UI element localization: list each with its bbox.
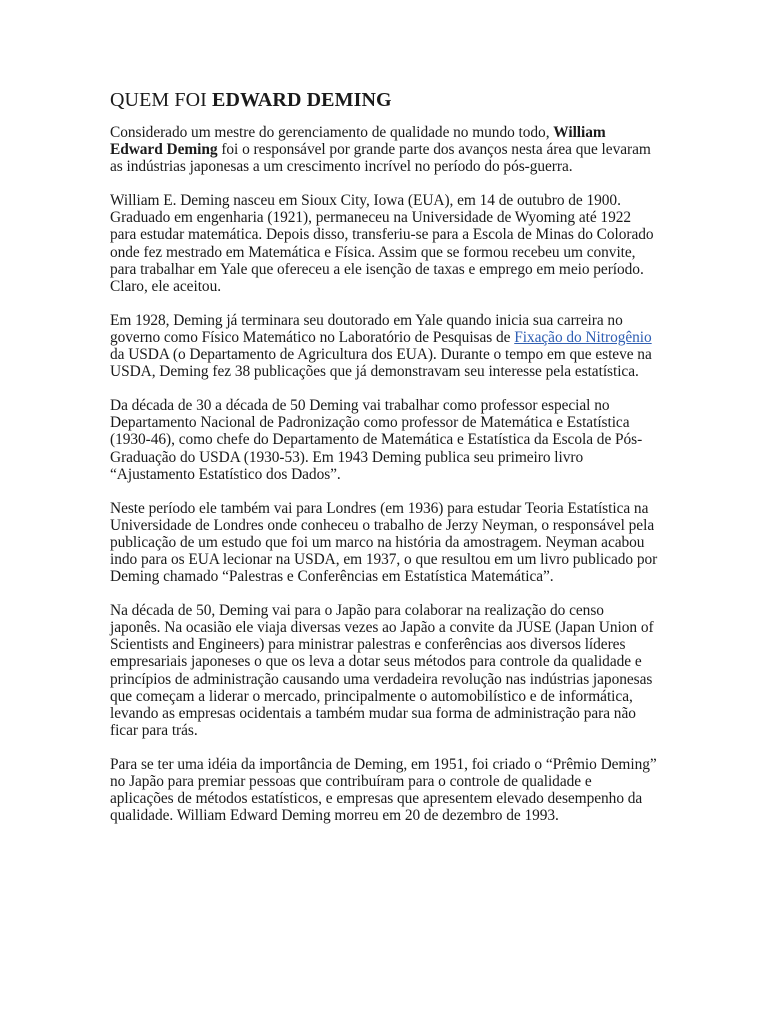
document-page [110,88,658,841]
paragraph-intro [110,124,658,175]
paragraph-japan: Na década de 50, Deming vai para o Japão para colaborar na realização do censo japonês. Na ocasião ele viaja diversas vezes ao Japão a convite da JUSE (Japan Union of Scientists and Engineers) para ministrar palestras e conferências aos diversos líderes empresariais japoneses o que os leva a dotar seus métodos para controle da qualidade e princípios de administração causando uma verdadeira revolução nas indústrias japonesas que começam a liderar o mercado, principalmente o automobilístico e de informática, levando as empresas ocidentais a também mudar sua forma de administração para não ficar para trás. [110,602,654,739]
title-prefix: QUEM FOI [110,89,213,111]
paragraph-birth: William E. Deming nasceu em Sioux City, Iowa (EUA), em 14 de outubro de 1900. Graduado em engenharia (1921), permaneceu na Universidade de Wyoming até 1922 para estudar matemática. Depois disso, transferiu-se para a Escola de Minas do Colorado onde fez mestrado em Matemática e Física. Assim que se formou recebeu um convite, para trabalhar em Yale que ofereceu a ele isenção de taxas e emprego em meio período. Claro, ele aceitou. [110,192,654,295]
paragraph-text: Em 1928, Deming já terminara seu doutorado em Yale quando inicia sua carreira no governo como Físico Matemático no Laboratório de Pesquisas de [110,311,623,346]
page-title [110,88,658,112]
title-name: EDWARD DEMING [212,89,392,111]
paragraph-london: Neste período ele também vai para Londres (em 1936) para estudar Teoria Estatística na Universidade de Londres onde conheceu o trabalho de Jerzy Neyman, o responsável pela publicação de um estudo que foi um marco na história da amostragem. Neyman acabou indo para os EUA lecionar na USDA, em 1937, o que resultou em um livro publicado por Deming chamado “Palestras e Conferências em Estatística Matemática”. [110,499,658,586]
person-name: William Edward Deming [110,124,606,159]
paragraph-prize: Para se ter uma idéia da importância de Deming, em 1951, foi criado o “Prêmio Deming” no Japão para premiar pessoas que contribuíram para o controle de qualidade e aplicações de métodos estatísticos, e empresas que apresentem elevado desempenho da qualidade. William Edward Deming morreu em 20 de dezembro de 1993. [110,755,657,825]
paragraph-text: Considerado um mestre do gerenciamento de qualidade no mundo todo, [110,124,554,141]
paragraph-text: foi o responsável por grande parte dos avanços nesta área que levaram as indústrias japonesas a um crescimento incrível no período do pós-guerra. [110,141,651,176]
paragraph-text: da USDA (o Departamento de Agricultura dos EUA). Durante o tempo em que esteve na USDA, Deming fez 38 publicações que já demonstravam seu interesse pela estatística. [110,346,652,381]
paragraph-career [110,312,658,380]
paragraph-teaching: Da década de 30 a década de 50 Deming vai trabalhar como professor especial no Departamento Nacional de Padronização como professor de Matemática e Estatística (1930-46), como chefe do Departamento de Matemática e Estatística da Escola de Pós-Graduação do USDA (1930-53). Em 1943 Deming publica seu primeiro livro “Ajustamento Estatístico dos Dados”. [110,397,643,483]
nitrogen-fixation-link[interactable]: Fixação do Nitrogênio [514,328,652,346]
